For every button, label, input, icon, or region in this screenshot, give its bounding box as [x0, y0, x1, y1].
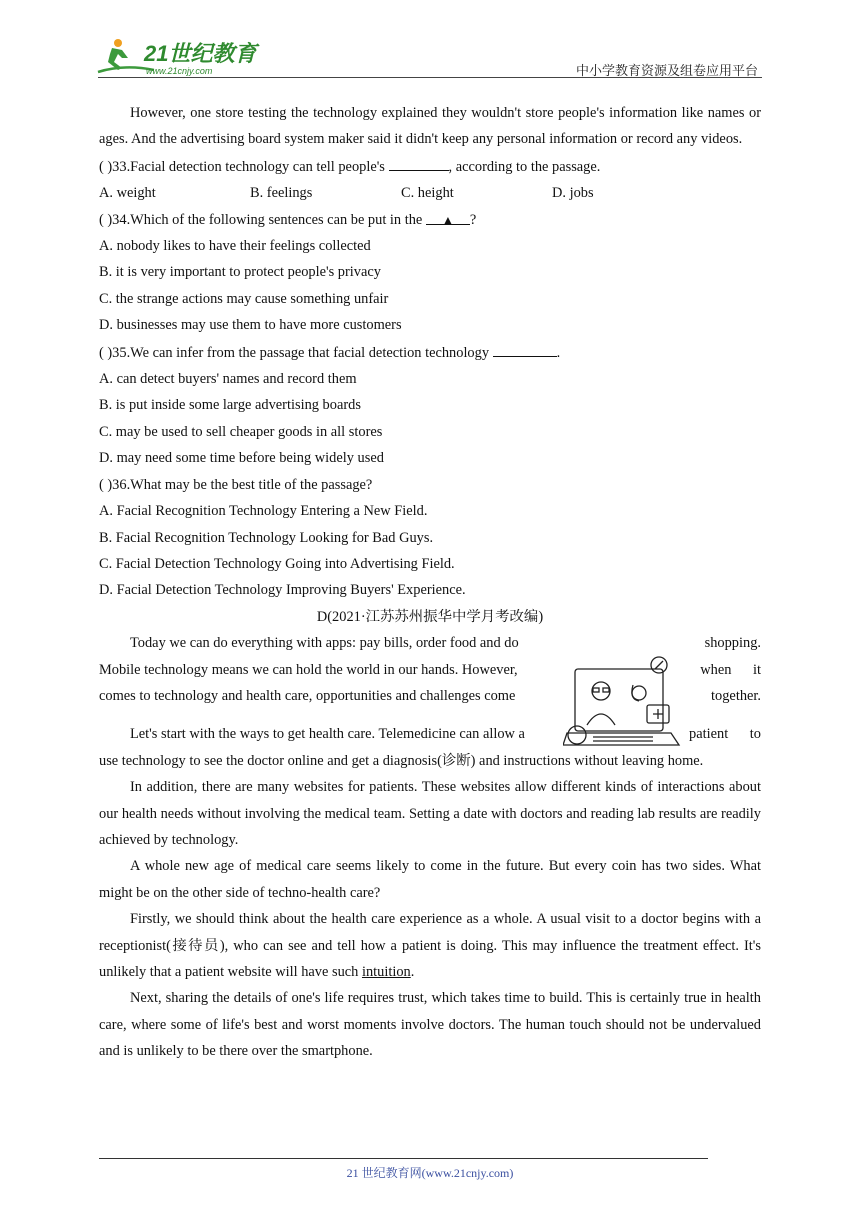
- intro-line: comes to technology and health care, opportunities and challenges come together.: [99, 687, 761, 704]
- header-slogan: 中小学教育资源及组卷应用平台: [575, 63, 758, 78]
- intro-line: Today we can do everything with apps: pay bills, order food and do shopping.: [130, 635, 761, 652]
- q33-tail: , according to the passage.: [448, 158, 601, 175]
- section-d-title: D(2021·江苏苏州振华中学月考改编): [316, 608, 544, 625]
- footer-divider: [99, 1158, 708, 1159]
- question-34: [99, 207, 761, 233]
- footer-text: 21 世纪教育网(www.21cnjy.com): [346, 1166, 514, 1180]
- option: B. is put inside some large advertising boards: [99, 397, 361, 414]
- q34-tail: ?: [469, 211, 477, 228]
- page-content: [99, 100, 761, 1065]
- option: A. Facial Recognition Technology Entering a New Field.: [99, 503, 428, 520]
- option: B. it is very important to protect people's privacy: [99, 264, 381, 281]
- site-logo: [94, 36, 264, 78]
- header-divider: [98, 77, 762, 78]
- intro-line: Mobile technology means we can hold the world in our hands. However, when it: [99, 661, 761, 678]
- option: B. Facial Recognition Technology Looking for Bad Guys.: [99, 529, 434, 546]
- telemedicine-illustration: [563, 655, 685, 755]
- option: C. may be used to sell cheaper goods in all stores: [99, 423, 383, 440]
- q35-tail: .: [556, 344, 561, 361]
- q33-options: [99, 180, 761, 206]
- paragraph-trust: Next, sharing the details of one's life requires trust, which takes time to build. This is certainly true in health care, where some of life's best and worst moments involve doctors. The human touch should not be undervalued and is unlikely to be there over the smartphone.: [99, 990, 761, 1060]
- option: D. Facial Detection Technology Improving Buyers' Experience.: [99, 582, 466, 599]
- answer-blank: [389, 153, 449, 171]
- paragraph-privacy: However, one store testing the technology explained they wouldn't store people's information like names or ages. And the advertising board system maker said it didn't keep any personal information or record any videos.: [99, 105, 761, 148]
- option: C. the strange actions may cause something unfair: [99, 290, 389, 307]
- q34-stem: ( )34.Which of the following sentences can be put in the: [99, 211, 426, 228]
- option: C. height: [401, 185, 454, 202]
- option: B. feelings: [250, 185, 313, 202]
- triangle-marker-icon: ▲: [426, 207, 470, 225]
- option: A. nobody likes to have their feelings collected: [99, 238, 371, 255]
- answer-blank: [493, 339, 557, 357]
- paragraph-receptionist: Firstly, we should think about the health care experience as a whole. A usual visit to a doctor begins with a receptionist(接待员), who can see and tell how a patient is doing. This may influence the treatment effect. It's unlikely that a patient website will have such intuition.: [99, 911, 761, 980]
- question-33: [99, 153, 761, 180]
- option: D. businesses may use them to have more customers: [99, 317, 402, 334]
- paragraph-websites: In addition, there are many websites for patients. These websites allow different kinds of interactions about our health needs without involving the medical team. Setting a date with doctors and reading lab results are readily achieved by technology.: [99, 779, 761, 848]
- option: D. may need some time before being widely used: [99, 450, 384, 467]
- paragraph-new-age: A whole new age of medical care seems likely to come in the future. But every coin has two sides. What might be on the other side of techno-health care?: [99, 858, 761, 901]
- underlined-word: intuition: [361, 964, 411, 980]
- logo-url: www.21cnjy.com: [146, 66, 213, 76]
- option: A. weight: [99, 185, 156, 202]
- question-36: ( )36.What may be the best title of the passage?: [99, 476, 373, 493]
- question-35: [99, 339, 761, 366]
- option: D. jobs: [552, 185, 594, 202]
- q33-stem: ( )33.Facial detection technology can tell people's: [99, 158, 389, 175]
- option: A. can detect buyers' names and record them: [99, 371, 357, 388]
- q35-stem: ( )35.We can infer from the passage that facial detection technology: [99, 344, 493, 361]
- paragraph-telemedicine-rest: use technology to see the doctor online and get a diagnosis(诊断) and instructions without leaving home.: [99, 752, 704, 769]
- paragraph-telemedicine-line1: Let's start with the ways to get health care. Telemedicine can allow a patient to: [130, 726, 761, 743]
- option: C. Facial Detection Technology Going into Advertising Field.: [99, 555, 455, 572]
- logo-text: 21世纪教育: [144, 41, 257, 66]
